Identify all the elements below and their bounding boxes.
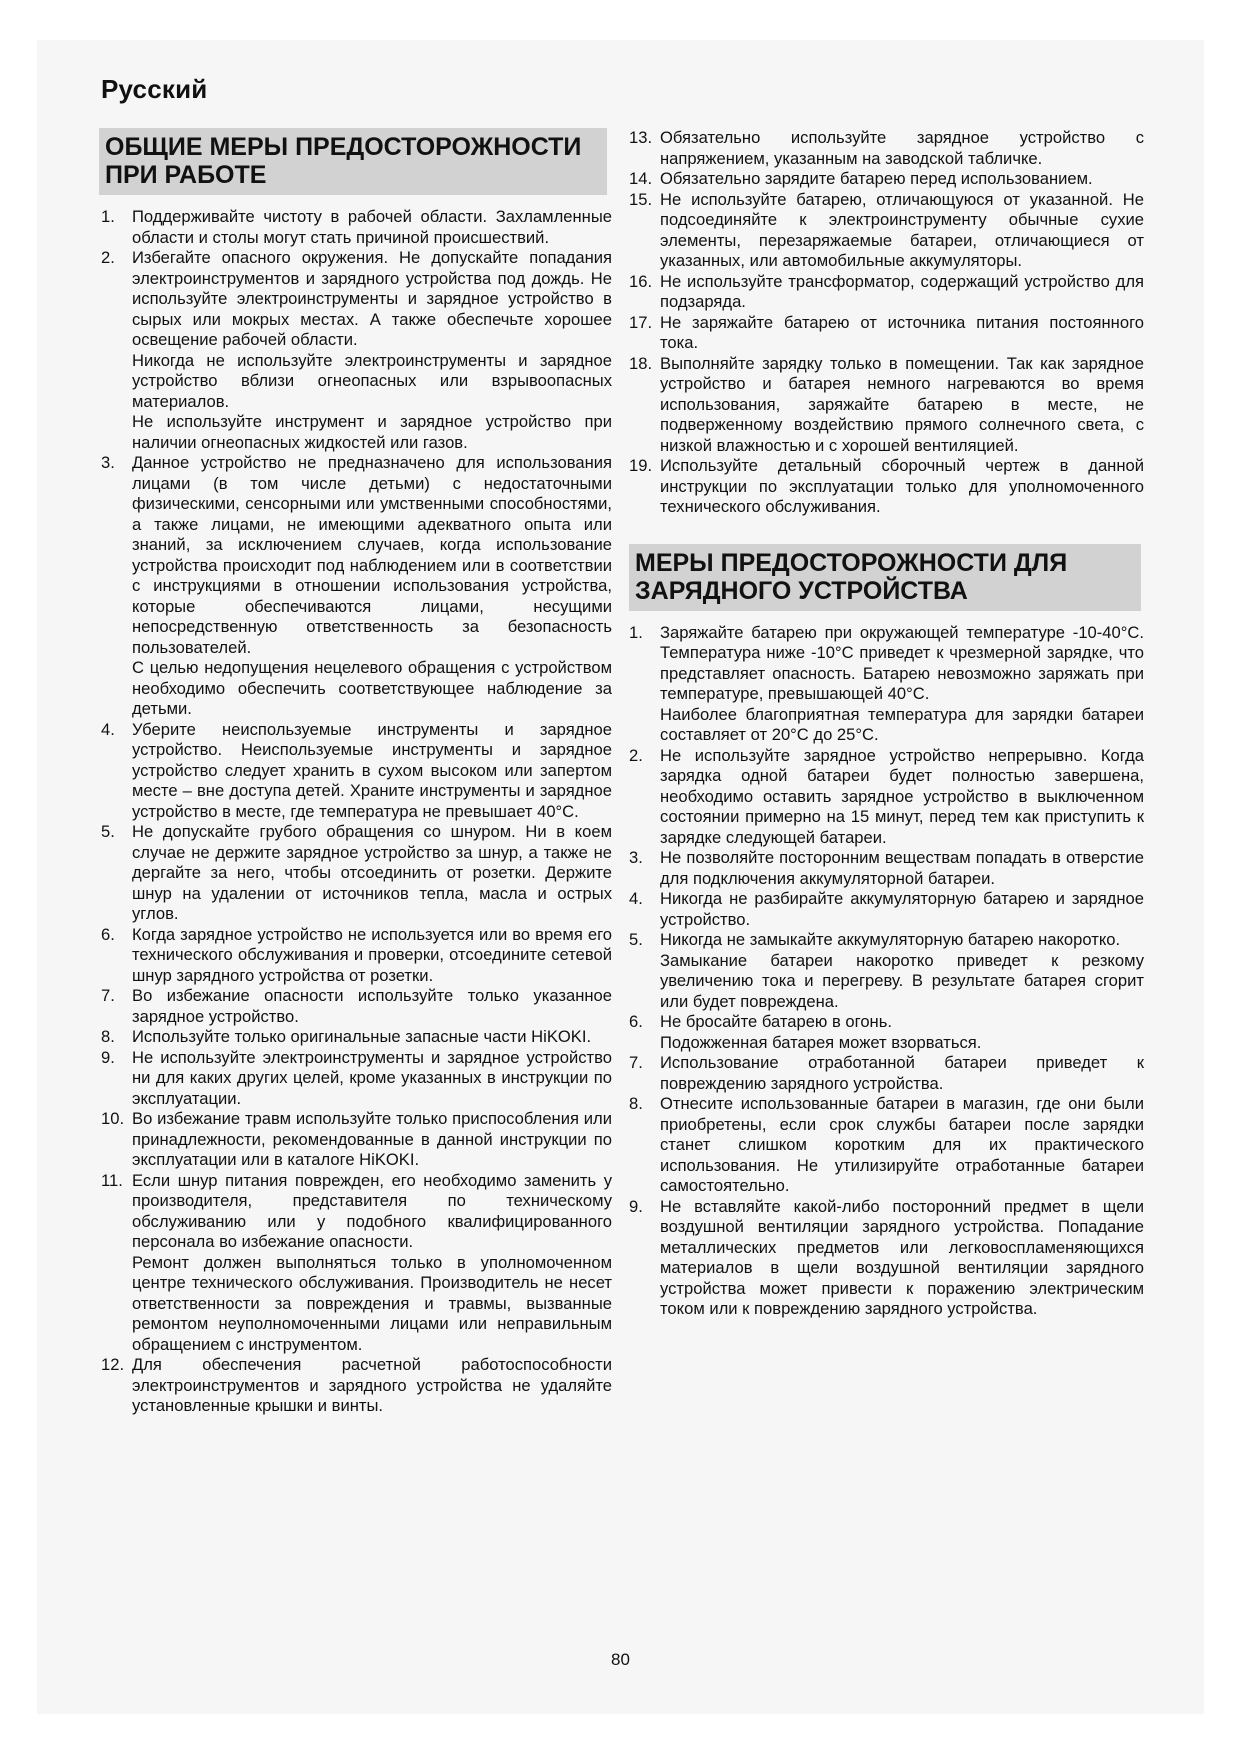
list-item <box>629 1197 1144 1320</box>
list-item-text <box>132 1027 612 1048</box>
list-item-text <box>132 1109 612 1171</box>
list-item-text <box>132 207 612 248</box>
list-item-text <box>660 848 1144 889</box>
list-item <box>629 313 1144 354</box>
list-item-number: 6. <box>629 1012 643 1031</box>
list-item-paragraph: Наиболее благоприятная температура для зарядки батареи составляет от 20°C до 25°C. <box>660 704 1144 744</box>
list-item-paragraph: Когда зарядное устройство не используется или во время его технического обслуживания и проверки, отсоедините сетевой шнур зарядного устройства от розетки. <box>132 924 612 985</box>
list-item <box>101 925 612 987</box>
list-item-paragraph: Не позволяйте посторонним веществам попадать в отверстие для подключения аккумуляторной батареи. <box>660 848 1144 888</box>
list-item <box>101 248 612 453</box>
list-item-text <box>132 1048 612 1110</box>
list-item <box>629 190 1144 272</box>
list-item <box>629 456 1144 518</box>
list-item-paragraph: С целью недопущения нецелевого обращения с устройством необходимо обеспечить соответствующее наблюдение за детьми. <box>132 658 612 718</box>
list-item-text <box>660 1197 1144 1320</box>
list-item-number: 1. <box>629 622 643 642</box>
list-item <box>629 889 1144 930</box>
list-item-number: 10. <box>101 1109 125 1128</box>
list-item <box>101 822 612 925</box>
list-item-text <box>132 925 612 987</box>
list-item-paragraph: Не используйте трансформатор, содержащий устройство для подзаряда. <box>660 271 1144 311</box>
list-item-paragraph: Выполняйте зарядку только в помещении. Так как зарядное устройство и батарея немного нагреваются во время использования, заряжайте батарею в месте, не подверженному воздействию прямого солнечного света, с низкой влажностью и с хорошей вентиляцией. <box>660 353 1144 455</box>
list-item-paragraph: Обязательно зарядите батарею перед использованием. <box>660 169 1093 188</box>
list-item <box>629 169 1144 190</box>
list-item-number: 2. <box>629 745 643 765</box>
list-item-paragraph: Не используйте зарядное устройство непрерывно. Когда зарядка одной батареи будет полностью завершена, необходимо оставить зарядное устройство в выключенном состоянии примерно на 15 минут, перед тем как приступить к зарядке следующей батареи. <box>660 745 1144 847</box>
list-item-number: 7. <box>101 986 115 1005</box>
list-item-number: 16. <box>629 271 653 291</box>
list-item-paragraph: Использование отработанной батареи приведет к повреждению зарядного устройства. <box>660 1053 1144 1093</box>
list-item <box>101 986 612 1027</box>
list-item-text <box>660 169 1144 190</box>
list-item-number: 2. <box>101 248 115 267</box>
list-item <box>629 1012 1144 1053</box>
list-item-text <box>660 623 1144 746</box>
list-item-number: 14. <box>629 169 653 188</box>
list-item-paragraph: Поддерживайте чистоту в рабочей области. Захламленные области и столы могут стать причиной происшествий. <box>132 207 612 247</box>
list-item-paragraph: Если шнур питания поврежден, его необходимо заменить у производителя, представителя по техническому обслуживанию или у подобного квалифицированного персонала во избежание опасности. <box>132 1170 612 1251</box>
page-number: 80 <box>611 1650 630 1669</box>
list-item-number: 1. <box>101 207 115 226</box>
list-item-number: 15. <box>629 189 653 209</box>
list-item-paragraph: Используйте детальный сборочный чертеж в данной инструкции по эксплуатации только для уполномоченного технического обслуживания. <box>660 456 1144 516</box>
list-item-text <box>660 930 1144 1012</box>
general-safety-list-continued <box>629 128 1144 518</box>
list-item-text <box>660 272 1144 313</box>
list-item-number: 18. <box>629 353 653 373</box>
list-item <box>101 207 612 248</box>
list-item-text <box>132 1171 612 1356</box>
list-item-text <box>660 313 1144 354</box>
list-item-paragraph: Во избежание опасности используйте только указанное зарядное устройство. <box>132 986 612 1026</box>
list-item <box>101 1048 612 1110</box>
list-item-paragraph: Уберите неиспользуемые инструменты и зарядное устройство. Неиспользуемые инструменты и зарядное устройство следует хранить в сухом высоком или запертом месте – вне доступа детей. Храните инструменты и зарядное устройство в месте, где температура не превышает 40°C. <box>132 719 612 821</box>
list-item-text <box>660 128 1144 169</box>
list-item <box>629 623 1144 746</box>
left-column <box>101 128 612 1417</box>
section-title-general-safety: ОБЩИЕ МЕРЫ ПРЕДОСТОРОЖНОСТИ ПРИ РАБОТЕ <box>99 128 607 195</box>
list-item-text <box>660 1053 1144 1094</box>
list-item <box>101 1355 612 1417</box>
list-item <box>629 1053 1144 1094</box>
list-item-number: 3. <box>629 848 643 867</box>
list-item-text <box>132 248 612 453</box>
list-item-text <box>132 453 612 720</box>
list-item <box>629 128 1144 169</box>
list-item-number: 8. <box>101 1027 115 1046</box>
list-item-number: 12. <box>101 1355 125 1374</box>
list-item-text <box>132 720 612 823</box>
list-item-number: 5. <box>101 822 115 841</box>
list-item-paragraph: Не бросайте батарею в огонь. <box>660 1012 892 1031</box>
list-item-text <box>132 822 612 925</box>
list-item <box>101 1109 612 1171</box>
list-item-number: 9. <box>101 1047 115 1067</box>
list-item-paragraph: Замыкание батареи накоротко приведет к резкому увеличению тока и перегреву. В результате батарея сгорит или будет повреждена. <box>660 950 1144 1011</box>
list-item-text <box>132 986 612 1027</box>
list-item-number: 3. <box>101 453 115 472</box>
list-item <box>101 1171 612 1356</box>
list-item-paragraph: Обязательно используйте зарядное устройство с напряжением, указанным на заводской табличке. <box>660 128 1144 168</box>
list-item-paragraph: Не используйте электроинструменты и зарядное устройство ни для каких других целей, кроме указанных в инструкции по эксплуатации. <box>132 1047 612 1108</box>
list-item-paragraph: Не заряжайте батарею от источника питания постоянного тока. <box>660 312 1144 352</box>
list-item-number: 8. <box>629 1094 643 1113</box>
list-item-paragraph: Не вставляйте какой-либо посторонний предмет в щели воздушной вентиляции зарядного устройства. Попадание металлических предметов или легковоспламеняющихся материалов в щели воздушной вентиляции зарядного устройства может привести к поражению электрическим током или к повреждению зарядного устройства. <box>660 1196 1144 1318</box>
list-item-text <box>660 456 1144 518</box>
list-item <box>629 746 1144 849</box>
list-item <box>629 272 1144 313</box>
list-item-number: 4. <box>629 889 643 908</box>
list-item-paragraph: Данное устройство не предназначено для использования лицами (в том числе детьми) с недостаточными физическими, сенсорными или умственными способностями, а также лицами, не имеющими адекватного опыта или знаний, за исключением случаев, когда использование устройства происходит под наблюдением или в соответствии с инструкциями в отношении использования устройства, которые обеспечиваются лицами, несущими непосредственную ответственность за безопасность пользователей. <box>132 453 612 657</box>
list-item-paragraph: Подожженная батарея может взорваться. <box>660 1032 982 1052</box>
list-item-number: 4. <box>101 719 115 739</box>
list-item-number: 7. <box>629 1053 643 1072</box>
general-safety-list <box>101 207 612 1417</box>
list-item-text <box>660 1094 1144 1197</box>
list-item-text <box>660 889 1144 930</box>
list-item-paragraph: Заряжайте батарею при окружающей температуре -10-40°C. Температура ниже -10°C приведет к чрезмерной зарядке, что представляет опасность. Батарею невозможно заряжать при температуре, превышающей 40°C. <box>660 622 1144 703</box>
list-item-paragraph: Отнесите использованные батареи в магазин, где они были приобретены, если срок службы батареи после зарядки станет слишком коротким для их практического использования. Не утилизируйте отработанные батареи самостоятельно. <box>660 1094 1144 1195</box>
right-column <box>629 128 1144 1320</box>
list-item-text <box>660 1012 1144 1053</box>
section-title-charger-safety: МЕРЫ ПРЕДОСТОРОЖНОСТИ ДЛЯ ЗАРЯДНОГО УСТРОЙСТВА <box>629 544 1141 611</box>
list-item <box>629 848 1144 889</box>
list-item-number: 13. <box>629 128 653 147</box>
list-item-paragraph: Никогда не используйте электроинструменты и зарядное устройство вблизи огнеопасных или взрывоопасных материалов. <box>132 350 612 411</box>
list-item-number: 17. <box>629 312 653 332</box>
list-item-number: 11. <box>101 1170 123 1190</box>
list-item-text <box>660 190 1144 272</box>
list-item <box>629 930 1144 1012</box>
list-item-paragraph: Никогда не замыкайте аккумуляторную батарею накоротко. <box>660 930 1121 949</box>
list-item-number: 5. <box>629 930 643 949</box>
list-item-number: 9. <box>629 1196 643 1216</box>
list-item <box>101 720 612 823</box>
list-item-text <box>660 746 1144 849</box>
list-item-number: 6. <box>101 924 115 944</box>
list-item-paragraph: Не используйте инструмент и зарядное устройство при наличии огнеопасных жидкостей или газов. <box>132 412 612 452</box>
charger-safety-list <box>629 623 1144 1320</box>
list-item-number: 19. <box>629 456 653 475</box>
list-item-text <box>132 1355 612 1417</box>
list-item-paragraph: Не используйте батарею, отличающуюся от указанной. Не подсоединяйте к электроинструменту обычные сухие элементы, перезаряжаемые батареи, отличающиеся от указанных, или автомобильные аккумуляторы. <box>660 189 1144 270</box>
list-item <box>629 354 1144 457</box>
list-item-paragraph: Не допускайте грубого обращения со шнуром. Ни в коем случае не держите зарядное устройство за шнур, а также не дергайте за него, чтобы отсоединить от розетки. Держите шнур на удалении от источников тепла, масла и острых углов. <box>132 822 612 923</box>
language-heading: Русский <box>101 74 208 104</box>
list-item-paragraph: Ремонт должен выполняться только в уполномоченном центре технического обслуживания. Производитель не несет ответственности за повреждения и травмы, вызванные ремонтом неуполномоченными лицами или неправильным обращением с инструментом. <box>132 1252 612 1354</box>
list-item-paragraph: Используйте только оригинальные запасные части HiKOKI. <box>132 1027 592 1046</box>
list-item <box>101 1027 612 1048</box>
list-item-paragraph: Во избежание травм используйте только приспособления или принадлежности, рекомендованные в данной инструкции по эксплуатации или в каталоге HiKOKI. <box>132 1109 612 1169</box>
list-item <box>629 1094 1144 1197</box>
list-item-paragraph: Никогда не разбирайте аккумуляторную батарею и зарядное устройство. <box>660 889 1144 929</box>
list-item-text <box>660 354 1144 457</box>
list-item-paragraph: Для обеспечения расчетной работоспособности электроинструментов и зарядного устройства не удаляйте установленные крышки и винты. <box>132 1355 612 1415</box>
list-item-paragraph: Избегайте опасного окружения. Не допускайте попадания электроинструментов и зарядного устройства под дождь. Не используйте электроинструменты и зарядное устройство в сырых или мокрых местах. А также обеспечьте хорошее освещение рабочей области. <box>132 248 612 349</box>
list-item <box>101 453 612 720</box>
